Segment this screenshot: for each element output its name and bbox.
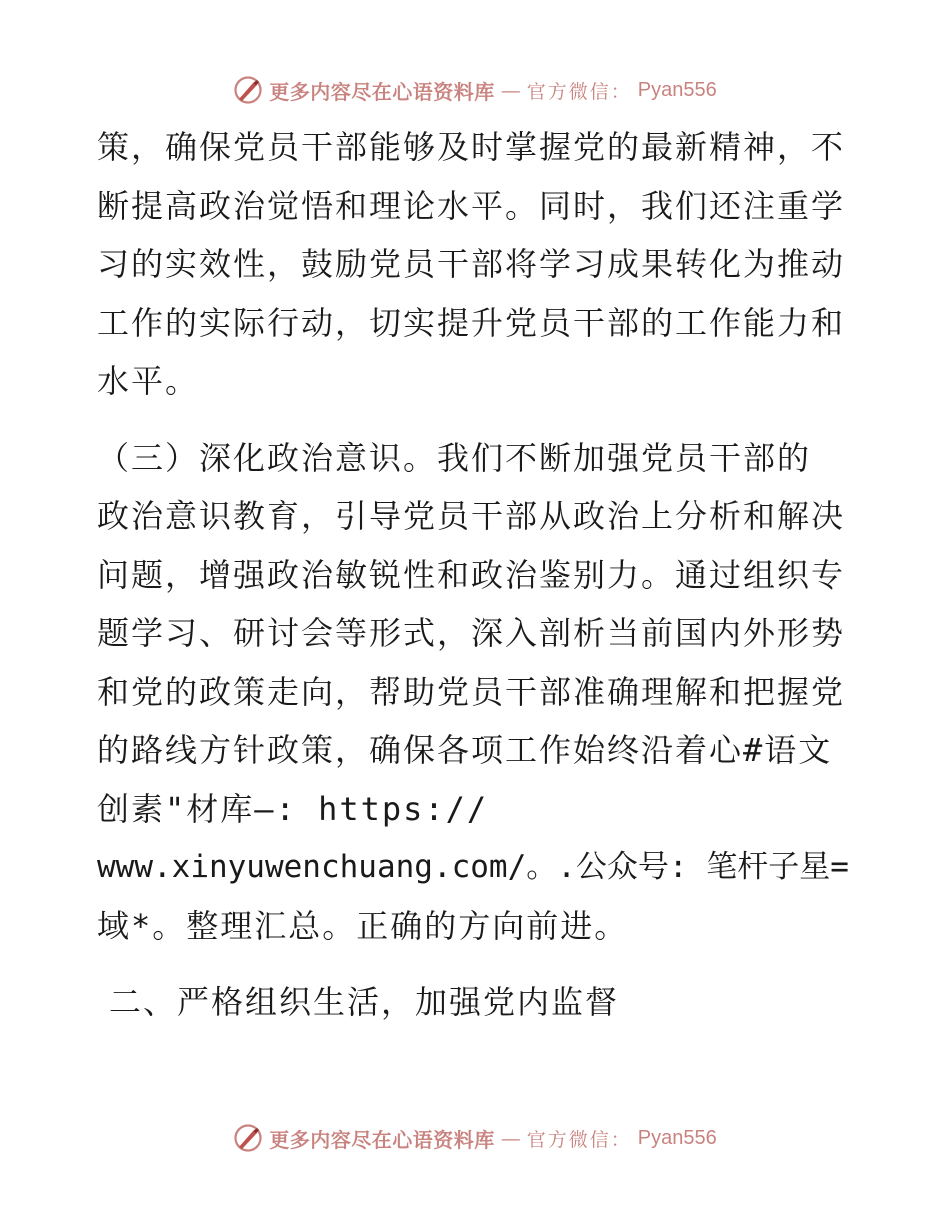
banner-title: 更多内容尽在心语资料库 [269, 79, 495, 104]
text-line: 政治意识教育，引导党员干部从政治上分析和解决 [97, 497, 846, 535]
pen-logo-icon [233, 1123, 263, 1153]
text-line: （三）深化政治意识。我们不断加强党员干部的 [97, 438, 812, 477]
banner-wechat-label: 官方微信： [526, 1128, 632, 1151]
banner-separator: — [500, 1126, 521, 1150]
text-line: 题学习、研讨会等形式，深入剖析当前国内外形势 [97, 614, 846, 652]
text-line: 断提高政治觉悟和理论水平。同时，我们还注重学 [97, 186, 846, 225]
paragraph-1 [97, 118, 857, 411]
text-line: 创素"材库—: https:// [97, 789, 489, 828]
text-line-url: www.xinyuwenchuang.com/。.公众号: 笔杆子星= [97, 849, 849, 885]
text-line: 和党的政策走向，帮助党员干部准确理解和把握党 [97, 672, 846, 711]
text-line: 习的实效性，鼓励党员干部将学习成果转化为推动 [97, 245, 846, 283]
banner-wechat-id: Pyan556 [637, 1126, 717, 1149]
text-line: 工作的实际行动，切实提升党员干部的工作能力和 [97, 303, 846, 342]
banner-separator: — [500, 78, 521, 102]
header-banner [0, 70, 950, 110]
footer-banner [0, 1118, 950, 1158]
section-heading: 二、严格组织生活，加强党内监督 [109, 983, 620, 1021]
text-line: 域*。整理汇总。正确的方向前进。 [97, 906, 629, 945]
pen-logo-icon [233, 75, 263, 105]
text-line: 策，确保党员干部能够及时掌握党的最新精神，不 [97, 128, 846, 166]
text-line: 的路线方针政策，确保各项工作始终沿着心#语文 [97, 731, 833, 769]
banner-wechat-label: 官方微信： [526, 80, 632, 103]
paragraph-2 [97, 429, 857, 956]
document-body [97, 118, 857, 1032]
banner-title: 更多内容尽在心语资料库 [269, 1127, 495, 1152]
text-line: 问题，增强政治敏锐性和政治鉴别力。通过组织专 [97, 555, 846, 594]
banner-wechat-id: Pyan556 [637, 78, 717, 101]
text-line: 水平。 [97, 362, 200, 400]
